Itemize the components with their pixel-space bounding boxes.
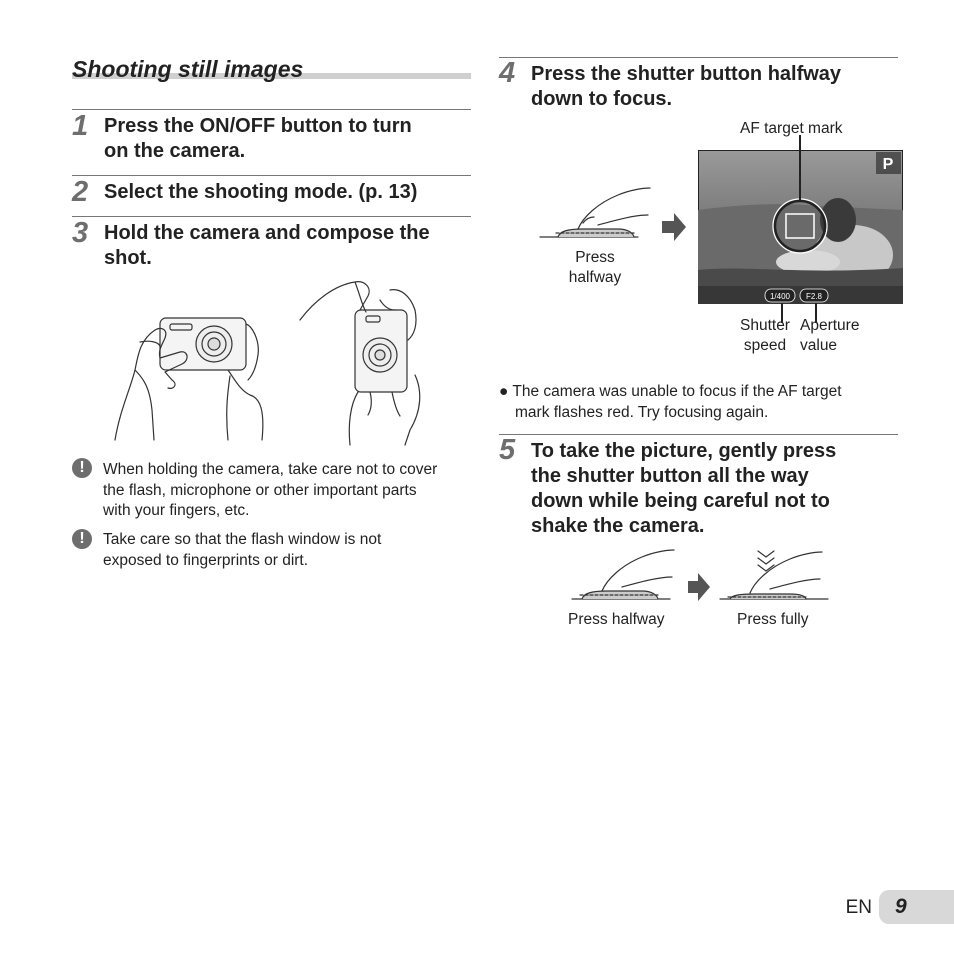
page-number: 9 [895, 895, 907, 918]
step-3-text [104, 221, 474, 271]
page-number-tab [879, 890, 954, 924]
press-fully-label: Press fully [737, 611, 809, 628]
step-number-3: 3 [72, 217, 89, 249]
bullet-line1: The camera was unable to focus if the AF target [512, 383, 842, 400]
step-divider [72, 175, 471, 176]
step-4-text [531, 62, 901, 112]
note-2-line2: exposed to fingerprints or dirt. [103, 551, 309, 569]
shutter-value: 1/400 [769, 292, 791, 301]
press-halfway-label-2: Press halfway [568, 611, 665, 628]
step-number-5: 5 [499, 434, 516, 466]
shutter-label-line1: Shutter [740, 317, 790, 334]
step-3-text-line2: shot. [104, 247, 152, 269]
step-5-text-line2: the shutter button all the way [531, 465, 809, 487]
step-1-text-post: button to turn [275, 115, 412, 137]
section-title: Shooting still images [72, 56, 304, 82]
note-2-line1: Take care so that the flash window is not [103, 531, 382, 548]
caution-icon: ! [72, 458, 92, 478]
on-off-key: ON/OFF [199, 115, 276, 137]
note-1-line1: When holding the camera, take care not to cover [103, 461, 438, 478]
step-number-2: 2 [72, 176, 89, 208]
note-1 [103, 460, 473, 522]
step-number-1: 1 [72, 110, 89, 142]
step-5-text-line1: To take the picture, gently press [531, 440, 837, 462]
step-5-text [531, 439, 901, 539]
bullet-icon: ● [499, 383, 513, 400]
note-1-line3: with your fingers, etc. [103, 502, 250, 519]
step-5-text-line3: down while being careful not to [531, 490, 830, 512]
focus-bullet-note [499, 382, 899, 423]
caution-icon: ! [72, 529, 92, 549]
shutter-label-line2: speed [743, 337, 787, 354]
step-number-4: 4 [499, 57, 516, 89]
af-target-label: AF target mark [740, 120, 843, 137]
callout-lines [760, 135, 830, 325]
step-divider [499, 57, 898, 58]
press-halfway-label-line2: halfway [568, 269, 622, 286]
step-5-text-line4: shake the camera. [531, 515, 705, 537]
step-2-text: Select the shooting mode. (p. 13) [104, 181, 418, 203]
press-halfway-label [560, 248, 630, 288]
step-4-text-line1: Press the shutter button halfway [531, 63, 842, 85]
aperture-value: F2.8 [805, 292, 823, 301]
step-divider [499, 434, 898, 435]
aperture-value-label [800, 316, 859, 356]
step-divider [72, 216, 471, 217]
step-4-text-line2: down to focus. [531, 88, 673, 110]
note-1-line2: the flash, microphone or other important parts [103, 481, 417, 499]
step-1-text [104, 114, 474, 164]
press-halfway-fully-illustration [570, 545, 840, 607]
aperture-label-line2: value [800, 337, 838, 354]
step-1-text-line2: on the camera. [104, 140, 246, 162]
step-1-text-pre: Press the [104, 115, 200, 137]
note-2 [103, 530, 473, 571]
press-halfway-label-line1: Press [575, 249, 615, 266]
mode-badge: P [882, 156, 894, 173]
aperture-label-line1: Aperture [800, 317, 860, 334]
holding-camera-illustration [110, 280, 440, 450]
bullet-line2: mark flashes red. Try focusing again. [515, 403, 769, 421]
language-label: EN [845, 897, 872, 918]
press-halfway-illustration [538, 185, 688, 245]
step-divider [72, 109, 471, 110]
shutter-speed-label [735, 316, 795, 356]
step-3-text-line1: Hold the camera and compose the [104, 222, 430, 244]
